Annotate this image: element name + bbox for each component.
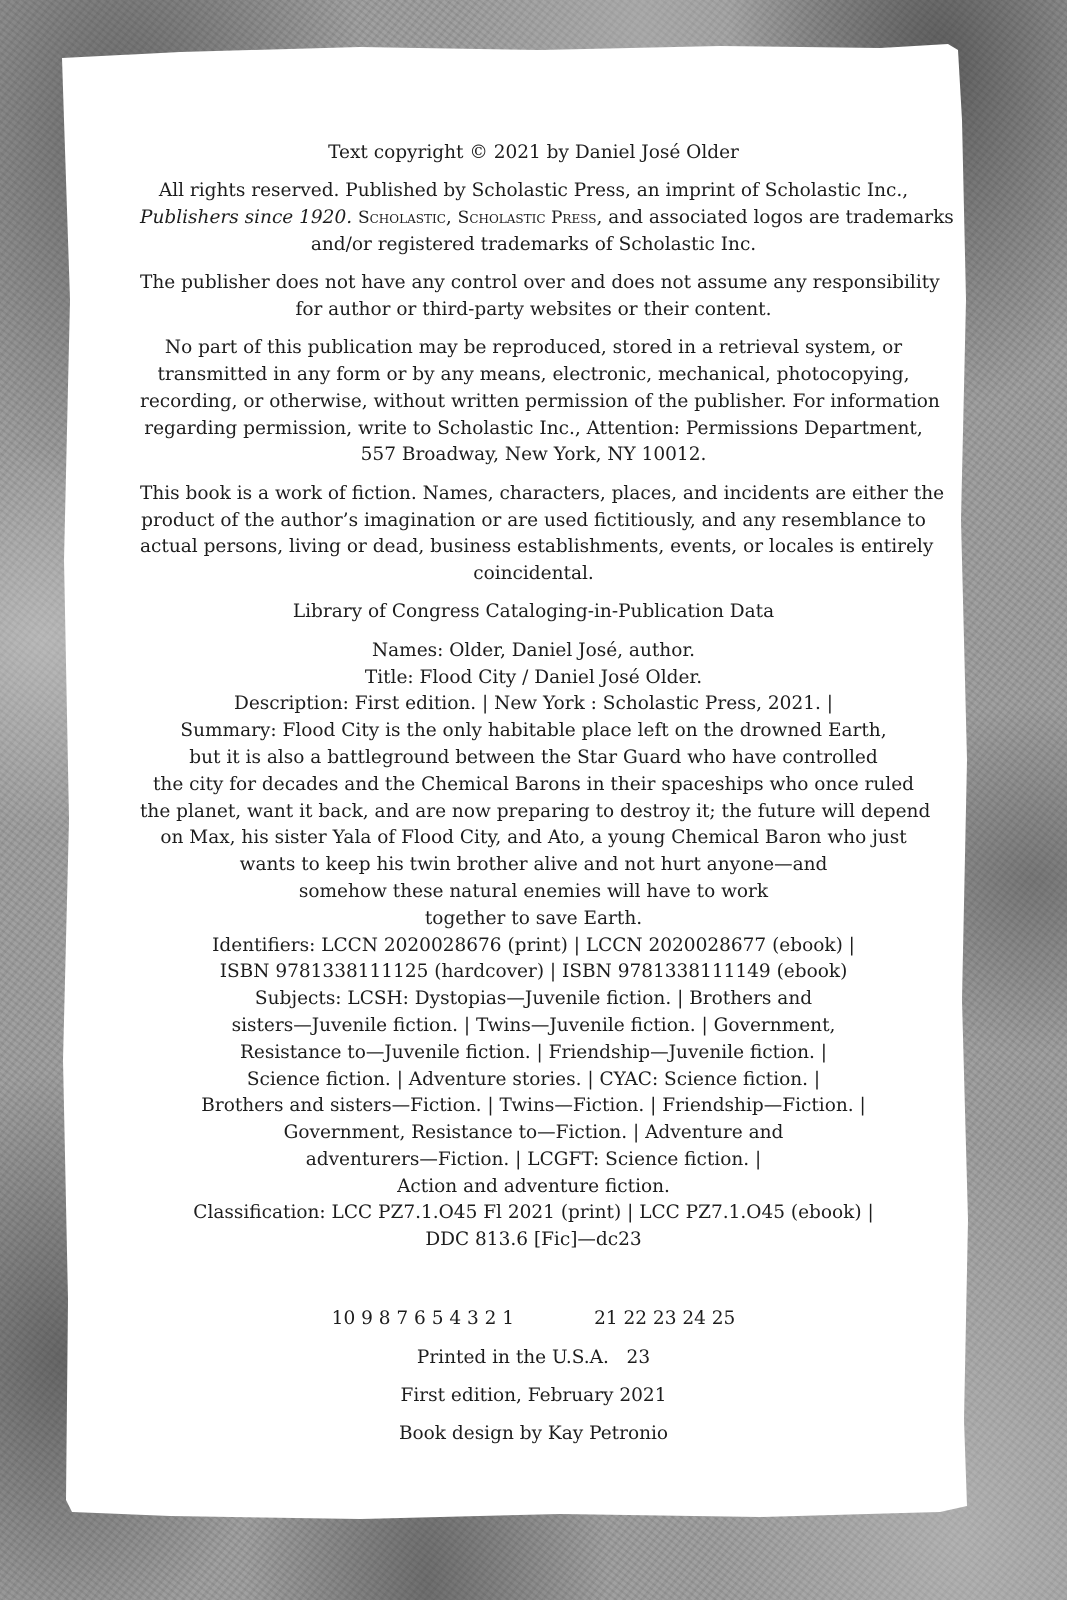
design-credit: Book design by Kay Petronio <box>398 1423 669 1445</box>
reproduction-line: regarding permission, write to Scholastic Inc., Attention: Permissions Department, <box>144 417 923 439</box>
rights-line-2-rest: , and associated logos are trademarks <box>596 207 954 229</box>
cip-line: Science fiction. | Adventure stories. | CYAC: Science fiction. | <box>246 1068 821 1090</box>
publishers-since: Publishers since 1920. <box>140 207 353 229</box>
cip-line: Classification: LCC PZ7.1.O45 Fl 2021 (print) | LCC PZ7.1.O45 (ebook) | <box>193 1202 874 1224</box>
scholastic-press-mark: Scholastic Press <box>457 208 597 229</box>
fiction-line: coincidental. <box>473 563 594 585</box>
cip-line: wants to keep his twin brother alive and not hurt anyone—and <box>239 854 828 876</box>
cip-line: Description: First edition. | New York : Scholastic Press, 2021. | <box>234 693 833 715</box>
year-line: 21 22 23 24 25 <box>594 1308 736 1330</box>
fiction-disclaimer-paragraph <box>140 481 945 588</box>
cip-line: Names: Older, Daniel José, author. <box>371 639 696 661</box>
cip-line: somehow these natural enemies will have to work <box>298 880 769 902</box>
scholastic-mark: Scholastic <box>357 208 446 229</box>
publisher-note-line: The publisher does not have any control over and does not assume any responsibility <box>140 272 940 294</box>
cip-line: Resistance to—Juvenile fiction. | Friendship—Juvenile fiction. | <box>239 1041 828 1063</box>
rights-paragraph <box>140 178 954 258</box>
cip-line: ISBN 9781338111125 (hardcover) | ISBN 9781338111149 (ebook) <box>219 961 848 983</box>
printing-line: 10 9 8 7 6 5 4 3 2 1 <box>331 1308 515 1330</box>
cip-line: DDC 813.6 [Fic]—dc23 <box>425 1229 642 1251</box>
fiction-line: actual persons, living or dead, business establishments, events, or locales is entirely <box>140 536 934 558</box>
cip-heading: Library of Congress Cataloging-in-Publication Data <box>292 601 775 623</box>
fiction-line: This book is a work of fiction. Names, characters, places, and incidents are either the <box>140 482 945 504</box>
cip-line: Summary: Flood City is the only habitable place left on the drowned Earth, <box>180 720 887 742</box>
reproduction-line: recording, or otherwise, without written permission of the publisher. For information <box>140 390 940 412</box>
publisher-note-line: for author or third-party websites or their content. <box>295 298 772 320</box>
mark-separator: , <box>445 207 458 229</box>
cip-line: but it is also a battleground between the Star Guard who have controlled <box>189 746 878 768</box>
publisher-note-paragraph <box>140 270 940 324</box>
reproduction-line: 557 Broadway, New York, NY 10012. <box>360 444 707 466</box>
rights-line-2 <box>140 205 954 232</box>
cip-line: Brothers and sisters—Fiction. | Twins—Fiction. | Friendship—Fiction. | <box>201 1095 866 1117</box>
reproduction-paragraph <box>140 335 940 469</box>
rights-line-3: and/or registered trademarks of Scholastic Inc. <box>310 233 757 255</box>
cip-line: Identifiers: LCCN 2020028676 (print) | LCCN 2020028677 (ebook) | <box>212 934 855 956</box>
cip-line: sisters—Juvenile fiction. | Twins—Juvenile fiction. | Government, <box>231 1014 836 1036</box>
rights-line-1: All rights reserved. Published by Scholastic Press, an imprint of Scholastic Inc., <box>158 180 909 202</box>
cip-line: together to save Earth. <box>424 907 643 929</box>
cip-line: Government, Resistance to—Fiction. | Adventure and <box>283 1122 784 1144</box>
fiction-line: product of the author’s imagination or are used fictitiously, and any resemblance to <box>141 509 926 531</box>
cip-line: adventurers—Fiction. | LCGFT: Science fiction. | <box>305 1148 762 1170</box>
printed-in: Printed in the U.S.A. 23 <box>416 1346 651 1368</box>
cip-line: the city for decades and the Chemical Barons in their spaceships who once ruled <box>152 773 915 795</box>
cip-block <box>140 638 931 1254</box>
cip-line: Title: Flood City / Daniel José Older. <box>364 666 703 688</box>
reproduction-line: No part of this publication may be reproduced, stored in a retrieval system, or <box>164 337 903 359</box>
copyright-page <box>140 140 954 1460</box>
edition-line: First edition, February 2021 <box>400 1385 667 1407</box>
cip-line: the planet, want it back, and are now preparing to destroy it; the future will depend <box>140 800 931 822</box>
printing-numbers <box>140 1306 927 1333</box>
reproduction-line: transmitted in any form or by any means, electronic, mechanical, photocopying, <box>157 364 910 386</box>
cip-line: on Max, his sister Yala of Flood City, and Ato, a young Chemical Baron who just <box>160 827 907 849</box>
cip-line: Subjects: LCSH: Dystopias—Juvenile fiction. | Brothers and <box>254 988 813 1010</box>
copyright-line: Text copyright © 2021 by Daniel José Older <box>328 142 739 163</box>
cip-line: Action and adventure fiction. <box>397 1175 670 1197</box>
